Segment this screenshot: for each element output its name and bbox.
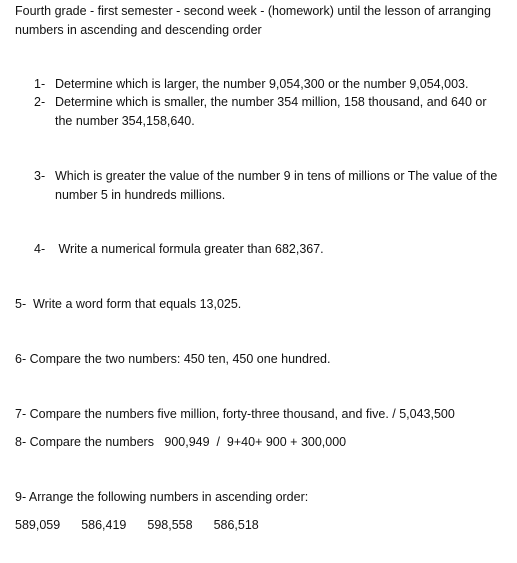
question-9: 9- Arrange the following numbers in ascending order: [15,490,309,504]
question-1 [34,75,504,94]
question-text: Which is greater the value of the number 9 in tens of millions or The value of the number 5 in hundreds millions. [55,169,498,202]
question-number: 1- [34,77,46,91]
question-text: Determine which is smaller, the number 354 million, 158 thousand, and 640 or the number 354,158,640. [55,95,487,128]
number-item: 586,518 [213,518,259,532]
question-2 [34,93,504,131]
question-6: 6- Compare the two numbers: 450 ten, 450 one hundred. [15,352,331,366]
number-item: 586,419 [81,518,127,532]
question-4 [34,240,504,259]
question-text: Write a numerical formula greater than 682,367. [55,242,324,256]
number-item: 589,059 [15,518,61,532]
question-number: 2- [34,95,46,109]
question-text: Determine which is larger, the number 9,054,300 or the number 9,054,003. [55,77,469,91]
question-3 [34,167,504,205]
page-title: Fourth grade - first semester - second week - (homework) until the lesson of arranging numbers in ascending and descending order [15,4,491,37]
question-7: 7- Compare the numbers five million, forty-three thousand, and five. / 5,043,500 [15,407,455,421]
question-8: 8- Compare the numbers 900,949 / 9+40+ 900 + 300,000 [15,435,347,449]
question-number: 3- [34,169,46,183]
numbers-list [15,516,280,535]
question-5: 5- Write a word form that equals 13,025. [15,297,242,311]
number-item: 598,558 [147,518,193,532]
question-number: 4- [34,242,46,256]
